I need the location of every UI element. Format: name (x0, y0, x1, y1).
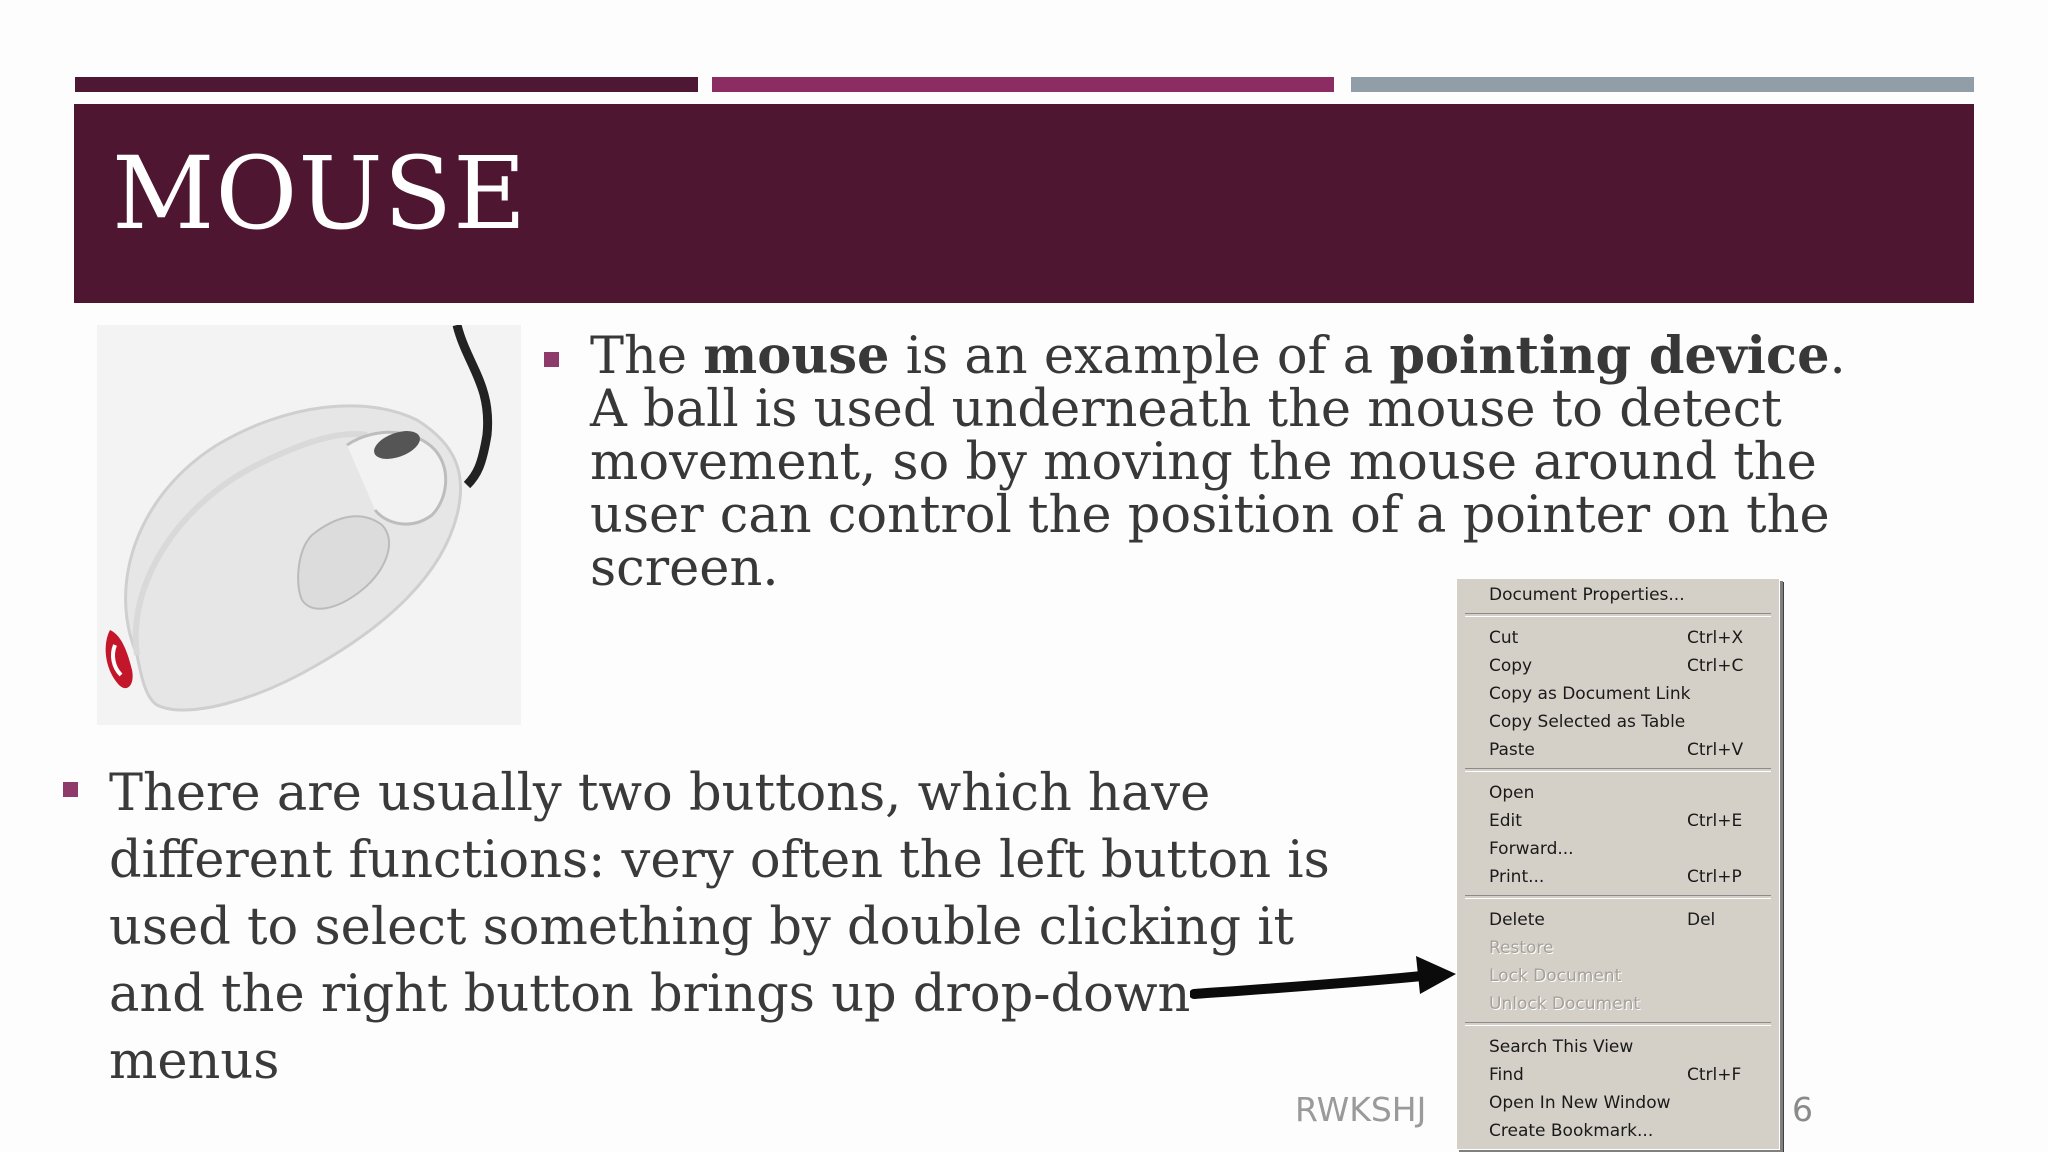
menu-item-label: Search This View (1489, 1037, 1634, 1057)
menu-item-label: Delete (1489, 910, 1545, 930)
accent-bar-dark (75, 77, 698, 92)
menu-separator (1465, 613, 1771, 617)
bullet-pointing-device (544, 326, 1864, 598)
menu-separator (1465, 768, 1771, 772)
menu-item-label: Create Bookmark... (1489, 1121, 1654, 1141)
menu-item-edit[interactable] (1489, 807, 1759, 835)
mouse-photo (97, 325, 521, 725)
bullet-text: The mouse is an example of a pointing device. A ball is used underneath the mouse to detect movement, so by moving the mouse around the user can control the position of a pointer on the screen. (590, 326, 1846, 598)
menu-item-lock-document (1489, 962, 1759, 990)
accent-bar-gray (1351, 77, 1974, 92)
menu-item-shortcut: Ctrl+V (1687, 740, 1744, 760)
menu-item-cut[interactable] (1489, 624, 1759, 652)
bullet-two-buttons (60, 760, 1360, 1095)
menu-item-document-properties[interactable] (1489, 581, 1759, 609)
menu-item-create-bookmark[interactable] (1489, 1117, 1759, 1145)
menu-item-forward[interactable] (1489, 835, 1759, 863)
menu-item-delete[interactable] (1489, 906, 1759, 934)
menu-item-shortcut: Ctrl+X (1687, 628, 1744, 648)
menu-item-open-in-new-window[interactable] (1489, 1089, 1759, 1117)
menu-item-shortcut: Ctrl+P (1687, 867, 1742, 887)
menu-separator (1465, 1022, 1771, 1026)
slide-title: MOUSE (112, 135, 528, 252)
menu-item-label: Cut (1489, 628, 1519, 648)
menu-item-label: Edit (1489, 811, 1522, 831)
menu-item-label: Copy as Document Link (1489, 684, 1691, 704)
arrow-icon (1190, 950, 1462, 1010)
menu-item-label: Restore (1489, 938, 1554, 958)
bullet-text: There are usually two buttons, which have different functions: very often the left button is used to select something by double clicking it and the right button brings up drop-down menus (109, 764, 1330, 1091)
menu-item-search-this-view[interactable] (1489, 1033, 1759, 1061)
menu-item-shortcut: Del (1687, 910, 1716, 930)
menu-item-paste[interactable] (1489, 736, 1759, 764)
menu-item-copy-as-document-link[interactable] (1489, 680, 1759, 708)
menu-item-label: Find (1489, 1065, 1524, 1085)
accent-bar-magenta (712, 77, 1334, 92)
menu-item-restore (1489, 934, 1759, 962)
menu-item-shortcut: Ctrl+C (1687, 656, 1744, 676)
menu-item-label: Unlock Document (1489, 994, 1641, 1014)
menu-item-print[interactable] (1489, 863, 1759, 891)
menu-item-copy-selected-as-table[interactable] (1489, 708, 1759, 736)
menu-item-label: Open (1489, 783, 1535, 803)
footer-author: RWKSHJ (1295, 1090, 1427, 1129)
menu-item-label: Forward... (1489, 839, 1574, 859)
context-menu (1456, 578, 1780, 1150)
bullet-square-icon (63, 782, 78, 797)
menu-item-find[interactable] (1489, 1061, 1759, 1089)
computer-mouse-icon (97, 325, 521, 725)
menu-separator (1465, 895, 1771, 899)
menu-item-label: Copy (1489, 656, 1533, 676)
title-banner (74, 104, 1974, 303)
menu-item-label: Open In New Window (1489, 1093, 1671, 1113)
menu-item-label: Paste (1489, 740, 1535, 760)
menu-item-open[interactable] (1489, 779, 1759, 807)
menu-item-unlock-document (1489, 990, 1759, 1018)
menu-item-label: Lock Document (1489, 966, 1622, 986)
page-number: 6 (1792, 1090, 1813, 1129)
menu-item-shortcut: Ctrl+F (1687, 1065, 1742, 1085)
bullet-square-icon (544, 352, 559, 367)
menu-item-copy[interactable] (1489, 652, 1759, 680)
menu-item-label: Print... (1489, 867, 1545, 887)
menu-item-label: Copy Selected as Table (1489, 712, 1686, 732)
menu-item-shortcut: Ctrl+E (1687, 811, 1743, 831)
menu-item-label: Document Properties... (1489, 585, 1685, 605)
